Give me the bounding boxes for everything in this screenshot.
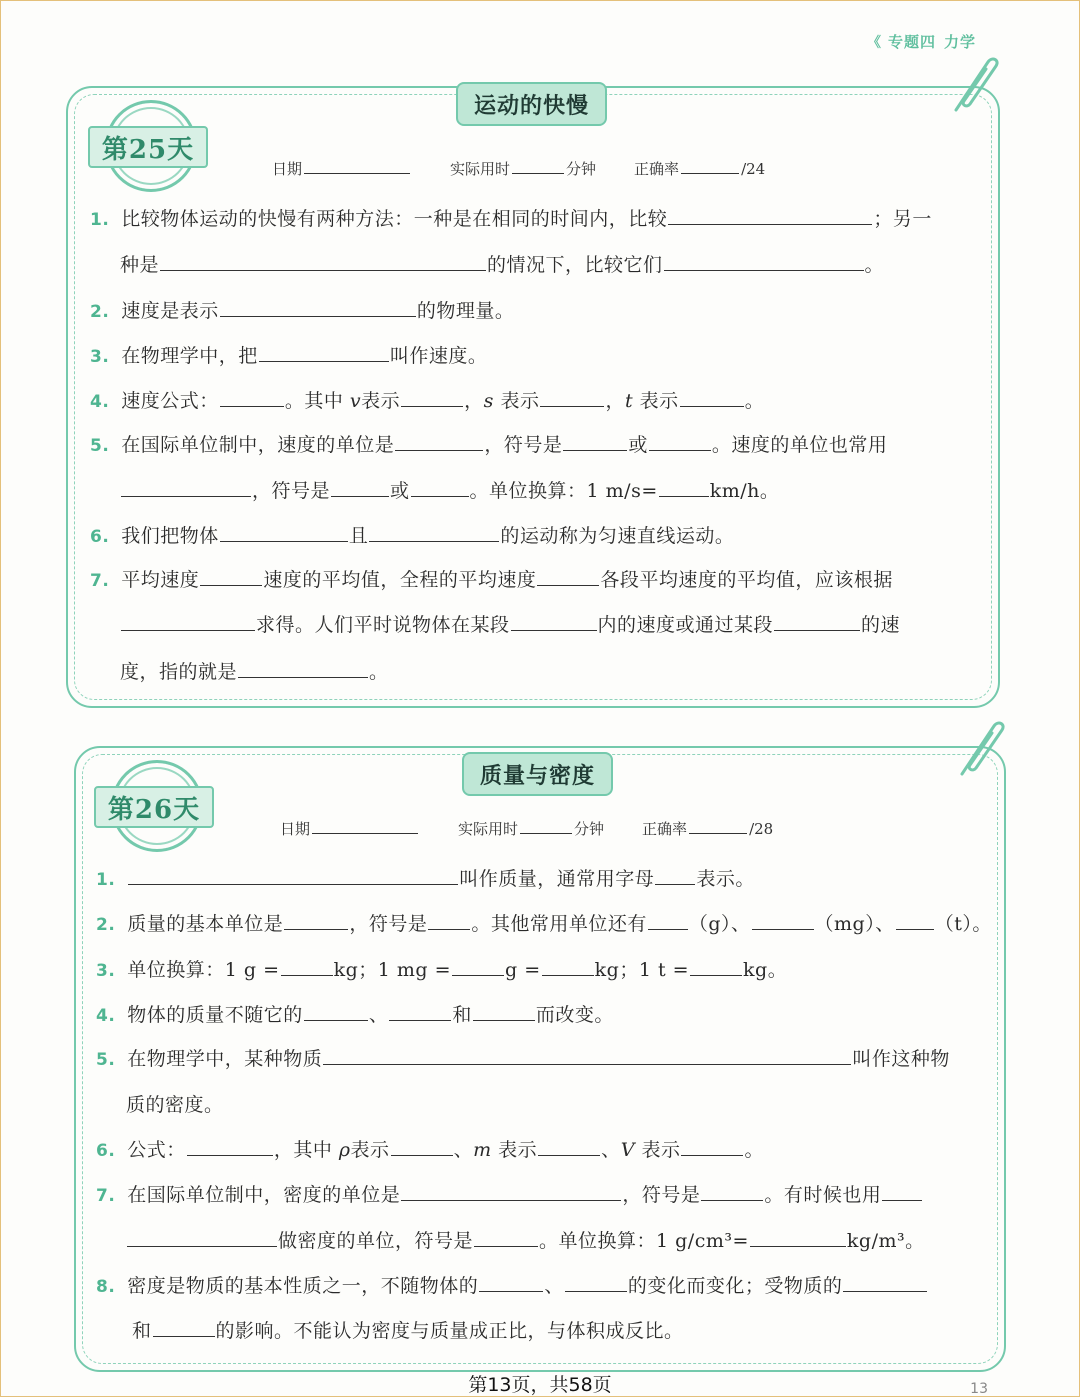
question-7-cont: 求得。人们平时说物体在某段 内的速度或通过某段 的速 xyxy=(120,610,900,637)
section-label: 专题四 xyxy=(887,33,936,51)
question-7-cont: 做密度的单位，符号是 。单位换算：1 g/cm³= kg/m³。 xyxy=(126,1226,925,1253)
answer-blank[interactable] xyxy=(659,495,709,497)
answer-blank[interactable] xyxy=(752,928,814,930)
day26-badge xyxy=(94,760,214,860)
answer-blank[interactable] xyxy=(473,1019,535,1021)
answer-blank[interactable] xyxy=(774,629,860,631)
question-8: 8. 密度是物质的基本性质之一，不随物体的 、 的变化而变化；受物质的 xyxy=(96,1271,928,1298)
answer-blank[interactable] xyxy=(395,449,483,451)
answer-blank[interactable] xyxy=(664,269,864,271)
day25-card xyxy=(66,86,1000,708)
answer-blank[interactable] xyxy=(896,928,934,930)
question-8-cont: 和 的影响。不能认为密度与质量成正比，与体积成反比。 xyxy=(132,1320,684,1342)
answer-blank[interactable] xyxy=(474,1245,538,1247)
question-7: 7. 在国际单位制中，密度的单位是 ，符号是 。有时候也用 xyxy=(96,1180,923,1207)
answer-blank[interactable] xyxy=(369,540,499,542)
answer-blank[interactable] xyxy=(304,1019,368,1021)
answer-blank[interactable] xyxy=(200,584,262,586)
question-7: 7. 平均速度 速度的平均值，全程的平均速度 各段平均速度的平均值，应该根据 xyxy=(90,569,893,591)
question-3: 3. 单位换算：1 g = kg；1 mg = g = kg；1 t = kg。 xyxy=(96,959,788,981)
answer-blank[interactable] xyxy=(882,1199,922,1201)
answer-blank[interactable] xyxy=(668,223,872,225)
question-4: 4. 物体的质量不随它的 、 和 而改变。 xyxy=(96,1004,614,1026)
answer-blank[interactable] xyxy=(220,315,416,317)
answer-blank[interactable] xyxy=(160,269,486,271)
answer-blank[interactable] xyxy=(655,883,695,885)
question-2: 2. 速度是表示 的物理量。 xyxy=(90,300,515,322)
accuracy-total: /24 xyxy=(741,160,766,178)
answer-blank[interactable] xyxy=(220,405,284,407)
answer-blank[interactable] xyxy=(750,1245,846,1247)
time-field[interactable] xyxy=(512,172,564,174)
day25-meta-row xyxy=(272,158,765,179)
answer-blank[interactable] xyxy=(681,1154,743,1156)
answer-blank[interactable] xyxy=(331,495,389,497)
question-5: 5. 在国际单位制中，速度的单位是 ，符号是 或 。速度的单位也常用 xyxy=(90,434,888,456)
question-3: 3. 在物理学中，把 叫作速度。 xyxy=(90,345,488,367)
date-label: 日期 xyxy=(280,820,311,838)
answer-blank[interactable] xyxy=(187,1154,273,1156)
accuracy-total: /28 xyxy=(749,820,774,838)
time-label: 实际用时 xyxy=(458,820,519,838)
question-7-end: 度，指的就是 。 xyxy=(120,661,389,683)
answer-blank[interactable] xyxy=(127,1245,277,1247)
answer-blank[interactable] xyxy=(220,540,348,542)
day26-title: 质量与密度 xyxy=(462,752,613,796)
question-6: 6. 公式： ，其中 ρ表示 、m 表示 、V 表示 。 xyxy=(96,1139,764,1161)
accuracy-field[interactable] xyxy=(689,832,747,834)
answer-blank[interactable] xyxy=(563,449,627,451)
date-field[interactable] xyxy=(312,832,418,834)
answer-blank[interactable] xyxy=(680,405,744,407)
day26-badge-label: 第26天 xyxy=(94,786,214,828)
answer-blank[interactable] xyxy=(389,1019,451,1021)
accuracy-field[interactable] xyxy=(681,172,739,174)
answer-blank[interactable] xyxy=(479,1290,543,1292)
corner-page-number: 13 xyxy=(970,1381,988,1397)
answer-blank[interactable] xyxy=(649,449,711,451)
question-4: 4. 速度公式： 。其中 v表示 ，s 表示 ，t 表示 。 xyxy=(90,390,765,412)
answer-blank[interactable] xyxy=(284,928,348,930)
paperclip-icon xyxy=(946,52,1002,116)
answer-blank[interactable] xyxy=(565,1290,627,1292)
accuracy-label: 正确率 xyxy=(642,820,688,838)
answer-blank[interactable] xyxy=(259,360,389,362)
question-5-cont: ，符号是 或 。单位换算：1 m/s= km/h。 xyxy=(120,476,779,503)
date-label: 日期 xyxy=(272,160,303,178)
answer-blank[interactable] xyxy=(323,1063,851,1065)
answer-blank[interactable] xyxy=(538,1154,600,1156)
answer-blank[interactable] xyxy=(121,629,255,631)
answer-blank[interactable] xyxy=(238,676,368,678)
question-2: 2. 质量的基本单位是 ，符号是 。其他常用单位还有 （g）、 （mg）、 （t）。 xyxy=(96,913,992,935)
minute-label: 分钟 xyxy=(574,820,605,838)
question-1: 1. 叫作质量，通常用字母 表示。 xyxy=(96,868,755,890)
question-5-cont: 质的密度。 xyxy=(126,1094,224,1116)
answer-blank[interactable] xyxy=(648,928,688,930)
double-chevron-left-icon: 《 xyxy=(866,35,882,51)
day25-title: 运动的快慢 xyxy=(456,82,607,126)
answer-blank[interactable] xyxy=(540,405,604,407)
question-6: 6. 我们把物体 且 的运动称为匀速直线运动。 xyxy=(90,525,735,547)
day26-meta-row xyxy=(280,818,773,839)
question-1: 1. 比较物体运动的快慢有两种方法：一种是在相同的时间内，比较 ；另一 xyxy=(90,208,932,230)
answer-blank[interactable] xyxy=(843,1290,927,1292)
accuracy-label: 正确率 xyxy=(634,160,680,178)
answer-blank[interactable] xyxy=(128,883,458,885)
day25-badge xyxy=(88,100,208,200)
answer-blank[interactable] xyxy=(690,974,742,976)
answer-blank[interactable] xyxy=(281,974,333,976)
date-field[interactable] xyxy=(304,172,410,174)
time-field[interactable] xyxy=(520,832,572,834)
answer-blank[interactable] xyxy=(401,1199,621,1201)
answer-blank[interactable] xyxy=(153,1335,215,1337)
page-footer: 第13页，共58页 xyxy=(468,1374,612,1396)
day26-card xyxy=(74,746,1006,1372)
paperclip-icon xyxy=(952,716,1008,780)
answer-blank[interactable] xyxy=(542,974,594,976)
question-5: 5. 在物理学中，某种物质 叫作这种物 xyxy=(96,1048,950,1070)
answer-blank[interactable] xyxy=(401,405,463,407)
topic-label: 力学 xyxy=(943,33,976,51)
question-1-cont: 种是 的情况下，比较它们 。 xyxy=(120,254,885,276)
answer-blank[interactable] xyxy=(452,974,504,976)
answer-blank[interactable] xyxy=(391,1154,453,1156)
answer-blank[interactable] xyxy=(121,495,251,497)
answer-blank[interactable] xyxy=(428,928,470,930)
answer-blank[interactable] xyxy=(537,584,599,586)
answer-blank[interactable] xyxy=(411,495,469,497)
section-header xyxy=(867,31,976,52)
day25-badge-label: 第25天 xyxy=(88,126,208,168)
answer-blank[interactable] xyxy=(511,629,597,631)
time-label: 实际用时 xyxy=(450,160,511,178)
answer-blank[interactable] xyxy=(701,1199,763,1201)
minute-label: 分钟 xyxy=(566,160,597,178)
